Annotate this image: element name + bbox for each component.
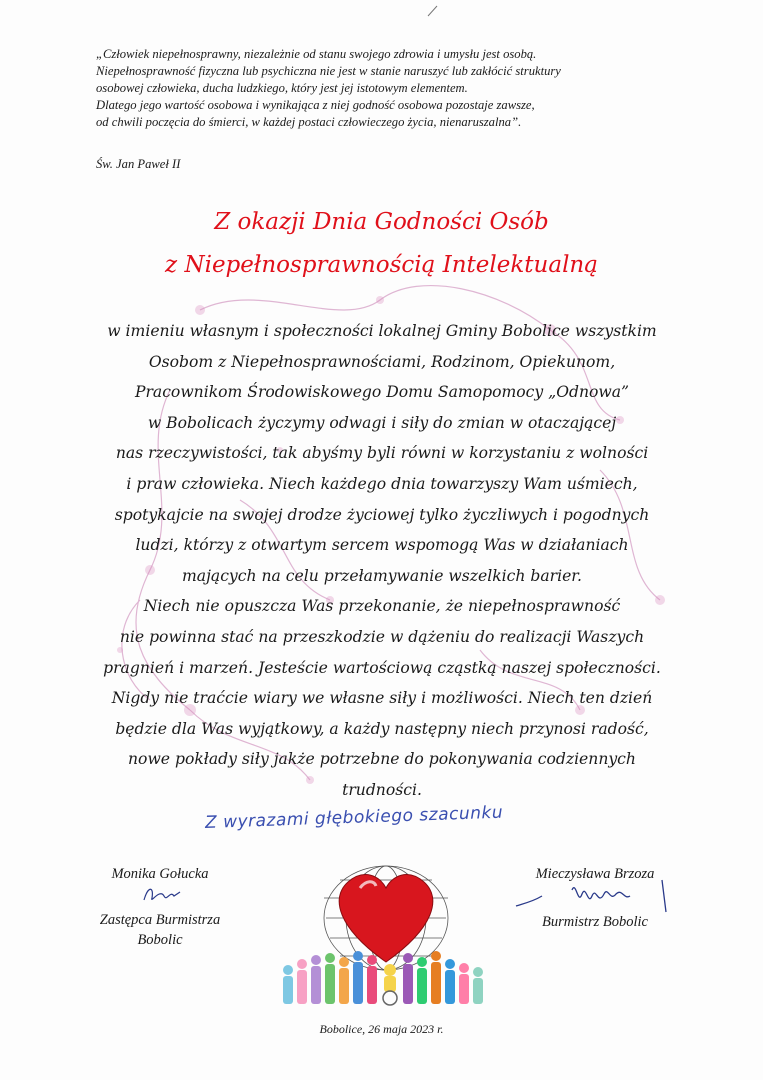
left-role-line-1: Zastępca Burmistrza bbox=[99, 912, 221, 928]
left-role-line-2: Bobolic bbox=[137, 932, 183, 948]
handwritten-closing: Z wyrazami głębokiego szacunku bbox=[204, 802, 504, 833]
right-signature-scribble bbox=[512, 876, 682, 916]
pen-mark bbox=[426, 4, 440, 18]
body-line: nas rzeczywistości, tak abyśmy byli równi w korzystaniu z wolności bbox=[115, 444, 649, 463]
body-line: spotykajcie na swojej drodze życiowej tylko życzliwych i pogodnych bbox=[114, 505, 650, 524]
heart-icon bbox=[339, 875, 433, 962]
body-line: trudności. bbox=[342, 780, 422, 799]
date-line: Bobolice, 26 maja 2023 r. bbox=[319, 1022, 444, 1036]
right-signatory-role: Burmistrz Bobolic bbox=[542, 914, 648, 930]
greeting-body bbox=[86, 316, 678, 806]
body-line: pragnień i marzeń. Jesteście wartościową cząstką naszej społeczności. bbox=[103, 658, 661, 677]
body-line: będzie dla Was wyjątkowy, a każdy następny niech przynosi radość, bbox=[115, 719, 649, 738]
body-line: w imieniu własnym i społeczności lokalnej Gminy Bobolice wszystkim bbox=[107, 322, 657, 340]
heart-with-people-emblem bbox=[268, 858, 498, 1018]
left-signatory-role bbox=[80, 910, 240, 950]
body-line: w Bobolicach życzymy odwagi i siły do zmian w otaczającej bbox=[147, 413, 617, 432]
body-line: nowe pokłady siły jakże potrzebne do pokonywania codziennych bbox=[128, 750, 636, 769]
quote-block bbox=[96, 46, 686, 131]
body-line: Niech nie opuszcza Was przekonanie, że niepełnosprawność bbox=[143, 597, 621, 616]
quote-line: Niepełnosprawność fizyczna lub psychiczna nie jest w stanie naruszyć lub zakłócić struktury bbox=[96, 64, 561, 78]
quote-author: Św. Jan Paweł II bbox=[96, 157, 181, 171]
right-signatory-name: Mieczysława Brzoza bbox=[535, 866, 655, 882]
body-line: nie powinna stać na przeszkodzie w dążeniu do realizacji Waszych bbox=[119, 627, 645, 646]
title-line-2: z Niepełnosprawnością Intelektualną bbox=[165, 252, 598, 278]
wheelchair-user-icon bbox=[383, 964, 397, 1005]
quote-line: „Człowiek niepełnosprawny, niezależnie od stanu swojego zdrowia i umysłu jest osobą. bbox=[96, 47, 537, 61]
left-signature-scribble bbox=[140, 882, 190, 908]
quote-line: Dlatego jego wartość osobowa i wynikająca z niej godność osobowa pozostaje zawsze, bbox=[96, 98, 535, 112]
quote-line: osobowej człowieka, ducha ludzkiego, który jest jej istotowym elementem. bbox=[96, 81, 468, 95]
left-signatory-name: Monika Gołucka bbox=[111, 866, 209, 882]
body-line: Nigdy nie traćcie wiary we własne siły i możliwości. Niech ten dzień bbox=[111, 689, 653, 708]
quote-line: od chwili poczęcia do śmierci, w każdej postaci człowieczego życia, nienaruszalna”. bbox=[96, 115, 522, 129]
body-line: Osobom z Niepełnosprawnościami, Rodzinom, Opiekunom, bbox=[148, 352, 616, 371]
body-line: ludzi, którzy z otwartym sercem wspomogą Was w działaniach bbox=[135, 536, 629, 555]
body-line: mających na celu przełamywanie wszelkich barier. bbox=[181, 566, 583, 585]
title-line-1: Z okazji Dnia Godności Osób bbox=[214, 209, 549, 235]
body-line: i praw człowieka. Niech każdego dnia towarzyszy Wam uśmiech, bbox=[126, 474, 638, 493]
body-line: Pracownikom Środowiskowego Domu Samopomocy „Odnowa” bbox=[134, 383, 630, 402]
